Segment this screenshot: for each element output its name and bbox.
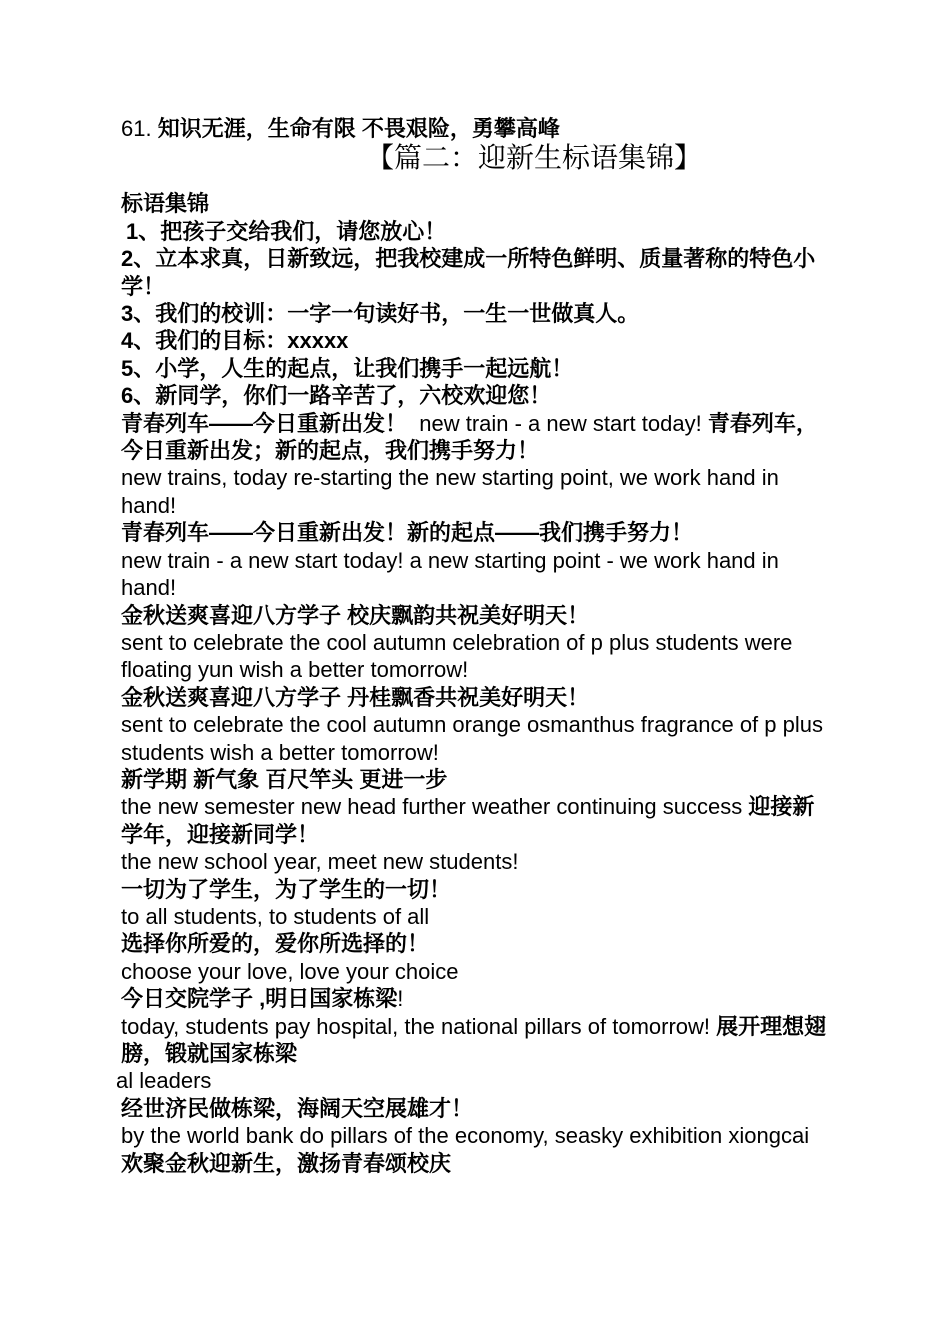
slogan-autumn-cn: 金秋送爽喜迎八方学子 校庆飘韵共祝美好明天！ — [121, 602, 590, 628]
slogan-train-translation: new trains, today re-starting the new starting point, we work hand in hand! — [121, 465, 779, 518]
slogan-train-2-cn: 青春列车——今日重新出发！新的起点——我们携手努力！ — [121, 520, 694, 546]
slogan-osmanthus-cn: 金秋送爽喜迎八方学子 丹桂飘香共祝美好明天！ — [121, 684, 590, 710]
slogan-choice-cn: 选择你所爱的，爱你所选择的！ — [121, 931, 430, 957]
slogan-61-number: 61. — [121, 116, 158, 141]
list-item-2: 2、立本求真，日新致远，把我校建成一所特色鲜明、质量著称的特色小学！ — [121, 246, 816, 299]
slogan-students-en: to all students, to students of all — [121, 903, 430, 929]
list-item-5: 5、小学，人生的起点，让我们携手一起远航！ — [121, 355, 574, 381]
slogan-61-text: 知识无涯，生命有限 不畏艰险，勇攀高峰 — [157, 116, 560, 141]
slogan-choice-en: choose your love, love your choice — [121, 958, 459, 984]
slogan-semester-cn: 新学期 新气象 百尺竿头 更进一步 — [121, 766, 448, 792]
slogan-economy-cn: 经世济民做栋梁，海阔天空展雄才！ — [121, 1095, 474, 1121]
slogan-pillars-cn — [116, 985, 832, 1012]
slogan-celebration-cn: 欢聚金秋迎新生，激扬青春颂校庆 — [121, 1150, 452, 1176]
slogan-newyear-en: the new school year, meet new students! — [121, 849, 519, 875]
slogan-pillars-mark: ! — [397, 986, 404, 1012]
slogan-autumn-en: sent to celebrate the cool autumn celebration of p plus students were floating yun wish a better tomorrow! — [121, 629, 793, 683]
slogan-pillars-cn-text: 今日交院学子 ,明日国家栋梁 — [121, 986, 398, 1012]
list-item-6: 6、新同学，你们一路辛苦了，六校欢迎您！ — [121, 383, 552, 409]
document-body — [116, 115, 832, 1177]
slogan-semester-mixed — [116, 793, 832, 848]
slogan-economy-en: by the world bank do pillars of the economy, seasky exhibition xiongcai — [121, 1123, 810, 1149]
list-item-1: 1、把孩子交给我们，请您放心！ — [126, 218, 447, 244]
slogan-newyear-cn: 迎接新学年，迎接新同学！ — [121, 794, 815, 847]
list-item-3: 3、我们的校训：一字一句读好书，一生一世做真人。 — [121, 301, 640, 327]
slogan-train-en: new train - a new start today! — [407, 410, 708, 436]
slogan-pillars-en: today, students pay hospital, the national pillars of tomorrow! — [121, 1013, 717, 1039]
slogan-leaders-en: al leaders — [116, 1068, 212, 1094]
list-item-4: 4、我们的目标：xxxxx — [121, 328, 349, 354]
slogan-osmanthus-en: sent to celebrate the cool autumn orange osmanthus fragrance of p plus students wish a better tomorrow! — [121, 712, 823, 765]
slogan-pillars-mixed — [116, 1013, 832, 1068]
slogan-train-cn-2: 青春列车，今日重新出发；新的起点，我们携手努力！ — [121, 410, 818, 464]
slogan-semester-en: the new semester new head further weather continuing success — [121, 794, 749, 820]
slogan-train-mixed — [116, 410, 832, 465]
slogan-61 — [116, 115, 832, 142]
slogan-train-cn: 青春列车——今日重新出发！ — [121, 410, 408, 436]
slogan-students-cn: 一切为了学生，为了学生的一切！ — [121, 876, 452, 902]
slogan-train-2-en: new train - a new start today! a new starting point - we work hand in hand! — [121, 547, 779, 601]
section-heading: 【篇二：迎新生标语集锦】 — [365, 141, 702, 175]
section-title: 标语集锦 — [121, 191, 210, 217]
slogan-wings-cn: 展开理想翅膀，锻就国家栋梁 — [121, 1013, 827, 1066]
